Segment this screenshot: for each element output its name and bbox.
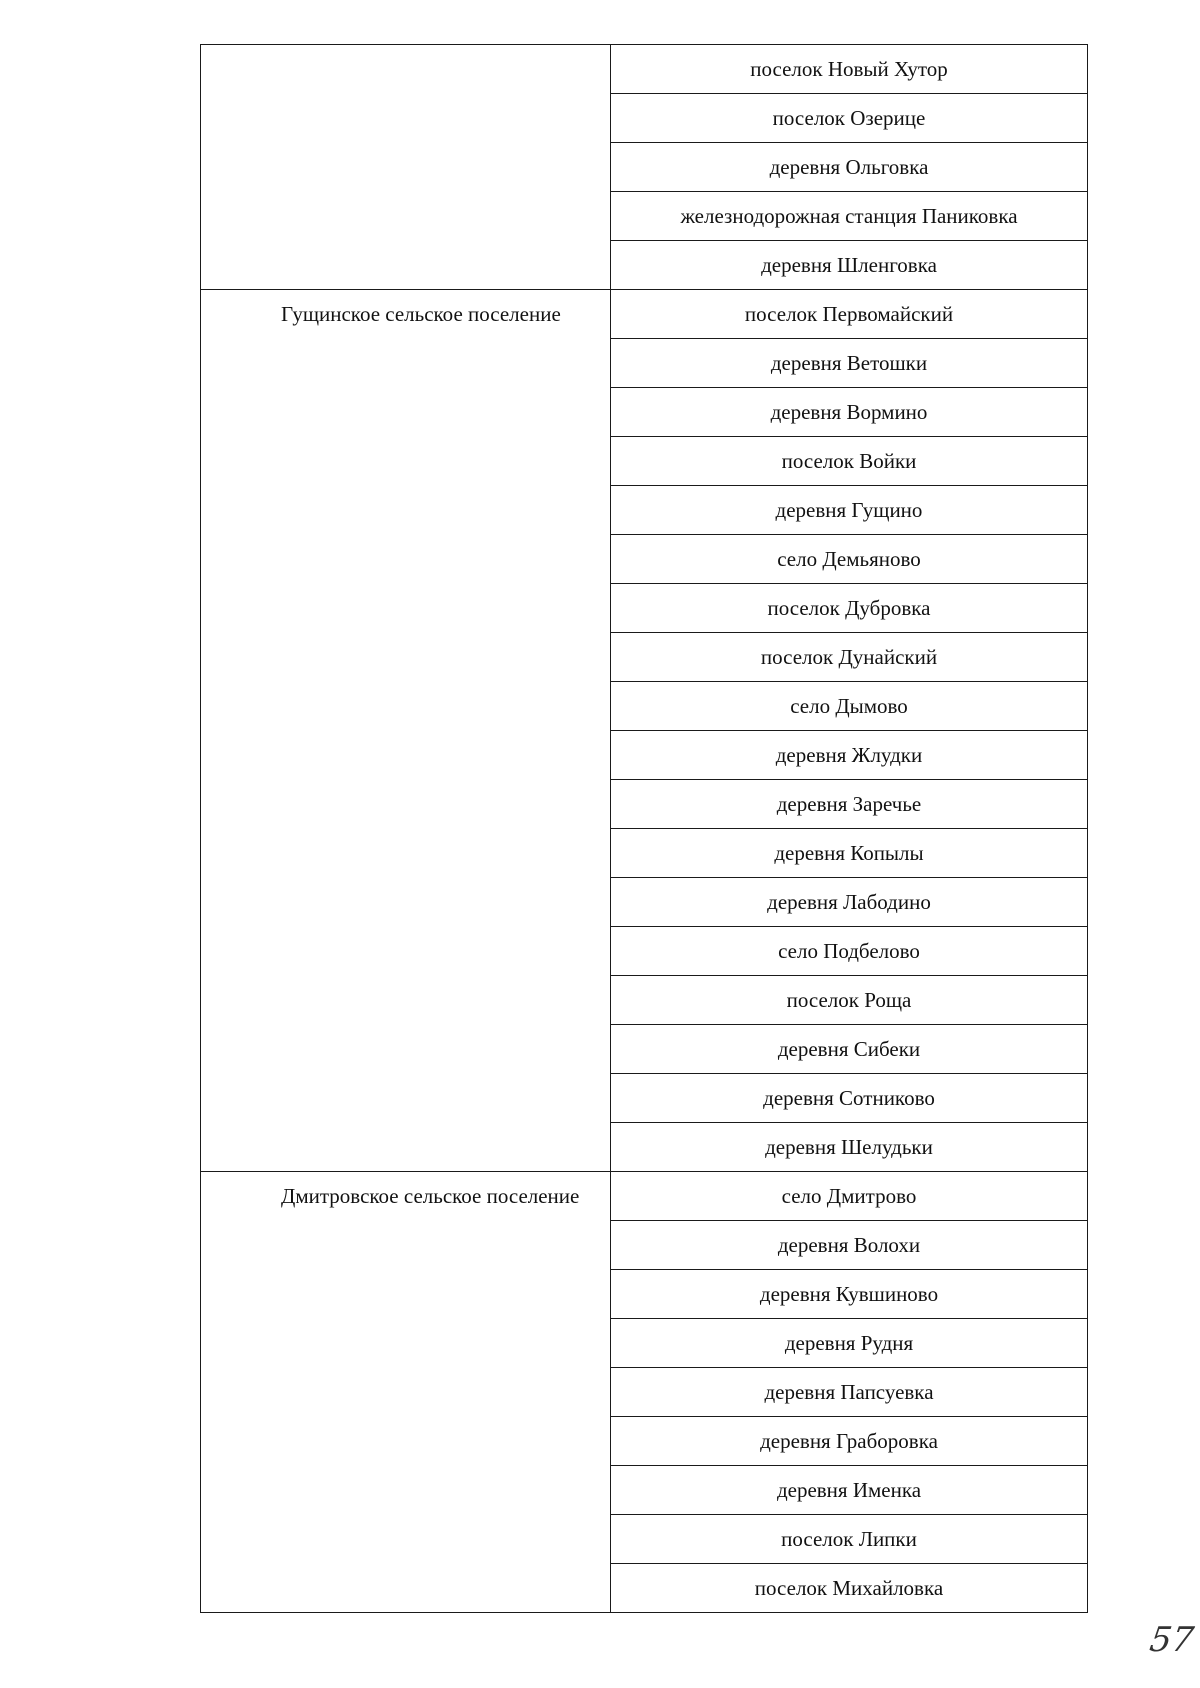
settlement-cell: деревня Шленговка xyxy=(611,241,1088,290)
municipality-name: Гущинское сельское поселение xyxy=(281,302,561,326)
table-row xyxy=(201,1172,1088,1221)
settlement-cell: деревня Папсуевка xyxy=(611,1368,1088,1417)
municipality-cell xyxy=(201,290,611,1172)
settlement-cell: деревня Копылы xyxy=(611,829,1088,878)
settlement-cell: поселок Липки xyxy=(611,1515,1088,1564)
settlement-cell: деревня Ольговка xyxy=(611,143,1088,192)
settlement-cell: деревня Сибеки xyxy=(611,1025,1088,1074)
settlements-table xyxy=(200,44,1088,1613)
settlement-cell: поселок Михайловка xyxy=(611,1564,1088,1613)
settlement-cell: деревня Заречье xyxy=(611,780,1088,829)
settlement-cell: деревня Волохи xyxy=(611,1221,1088,1270)
settlement-cell: поселок Дубровка xyxy=(611,584,1088,633)
settlement-cell: деревня Вормино xyxy=(611,388,1088,437)
settlement-cell: железнодорожная станция Паниковка xyxy=(611,192,1088,241)
settlement-cell: деревня Кувшиново xyxy=(611,1270,1088,1319)
settlement-cell: деревня Ветошки xyxy=(611,339,1088,388)
settlement-cell: деревня Шелудьки xyxy=(611,1123,1088,1172)
table-row xyxy=(201,290,1088,339)
handwritten-page-number: 57 xyxy=(1147,1620,1197,1660)
settlement-cell: деревня Гущино xyxy=(611,486,1088,535)
settlement-cell: поселок Новый Хутор xyxy=(611,45,1088,94)
municipality-name: Дмитровское сельское поселение xyxy=(281,1184,580,1208)
settlement-cell: деревня Рудня xyxy=(611,1319,1088,1368)
settlement-cell: село Дмитрово xyxy=(611,1172,1088,1221)
settlement-cell: поселок Войки xyxy=(611,437,1088,486)
municipality-cell xyxy=(201,45,611,290)
settlement-cell: поселок Дунайский xyxy=(611,633,1088,682)
settlement-cell: деревня Граборовка xyxy=(611,1417,1088,1466)
settlement-cell: село Дымово xyxy=(611,682,1088,731)
settlement-cell: поселок Первомайский xyxy=(611,290,1088,339)
settlement-cell: поселок Озерице xyxy=(611,94,1088,143)
settlement-cell: поселок Роща xyxy=(611,976,1088,1025)
municipality-cell xyxy=(201,1172,611,1613)
table-row xyxy=(201,45,1088,94)
settlement-cell: деревня Именка xyxy=(611,1466,1088,1515)
settlement-cell: село Демьяново xyxy=(611,535,1088,584)
table-body xyxy=(201,45,1088,1613)
settlement-cell: деревня Жлудки xyxy=(611,731,1088,780)
settlement-cell: село Подбелово xyxy=(611,927,1088,976)
settlement-cell: деревня Лабодино xyxy=(611,878,1088,927)
settlement-cell: деревня Сотниково xyxy=(611,1074,1088,1123)
